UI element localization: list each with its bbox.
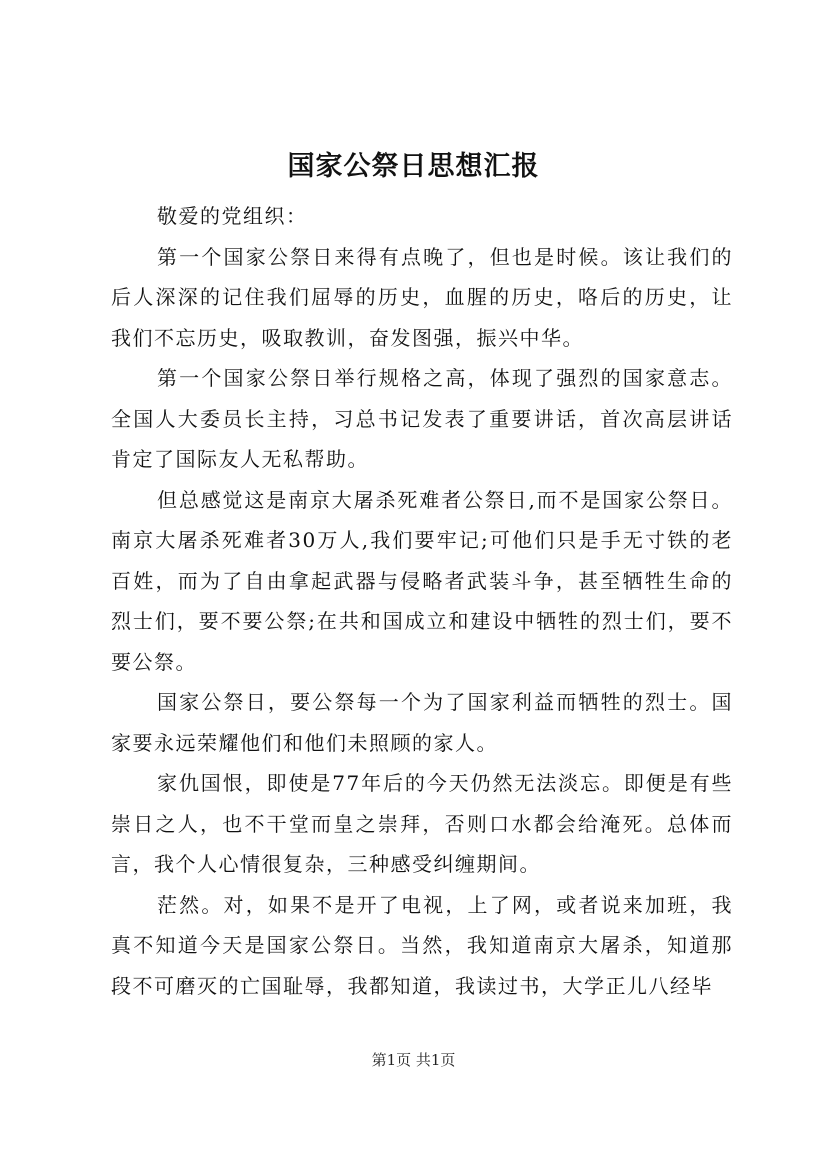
paragraph: 家仇国恨，即使是77年后的今天仍然无法淡忘。即便是有些崇日之人，也不干堂而皇之崇拜，否则口水都会给淹死。总体而言，我个人心情很复杂，三种感受纠缠期间。 xyxy=(111,771,733,876)
document-title: 国家公祭日思想汇报 xyxy=(287,151,540,182)
paragraph: 第一个国家公祭日举行规格之高，体现了强烈的国家意志。全国人大委员长主持，习总书记发表了重要讲话，首次高层讲话肯定了国际友人无私帮助。 xyxy=(111,366,733,471)
paragraph: 第一个国家公祭日来得有点晚了，但也是时候。该让我们的后人深深的记住我们屈辱的历史，血腥的历史，咯后的历史，让我们不忘历史，吸取教训，奋发图强，振兴中华。 xyxy=(111,244,733,350)
paragraph: 国家公祭日，要公祭每一个为了国家利益而牺牲的烈士。国家要永远荣耀他们和他们未照顾的家人。 xyxy=(111,690,733,755)
page-number-footer: 第1页 共1页 xyxy=(371,1051,456,1069)
paragraph: 茫然。对，如果不是开了电视，上了网，或者说来加班，我真不知道今天是国家公祭日。当然，我知道南京大屠杀，知道那段不可磨灭的亡国耻辱，我都知道，我读过书，大学正儿八经毕 xyxy=(111,892,733,998)
paragraph: 但总感觉这是南京大屠杀死难者公祭日,而不是国家公祭日。南京大屠杀死难者30万人,我们要牢记;可他们只是手无寸铁的老百姓，而为了自由拿起武器与侵略者武装斗争，甚至牺牲生命的烈士们，要不要公祭;在共和国成立和建设中牺牲的烈士们，要不要公祭。 xyxy=(111,487,733,674)
salutation: 敬爱的党组织： xyxy=(157,204,308,228)
document-body xyxy=(111,196,733,1006)
